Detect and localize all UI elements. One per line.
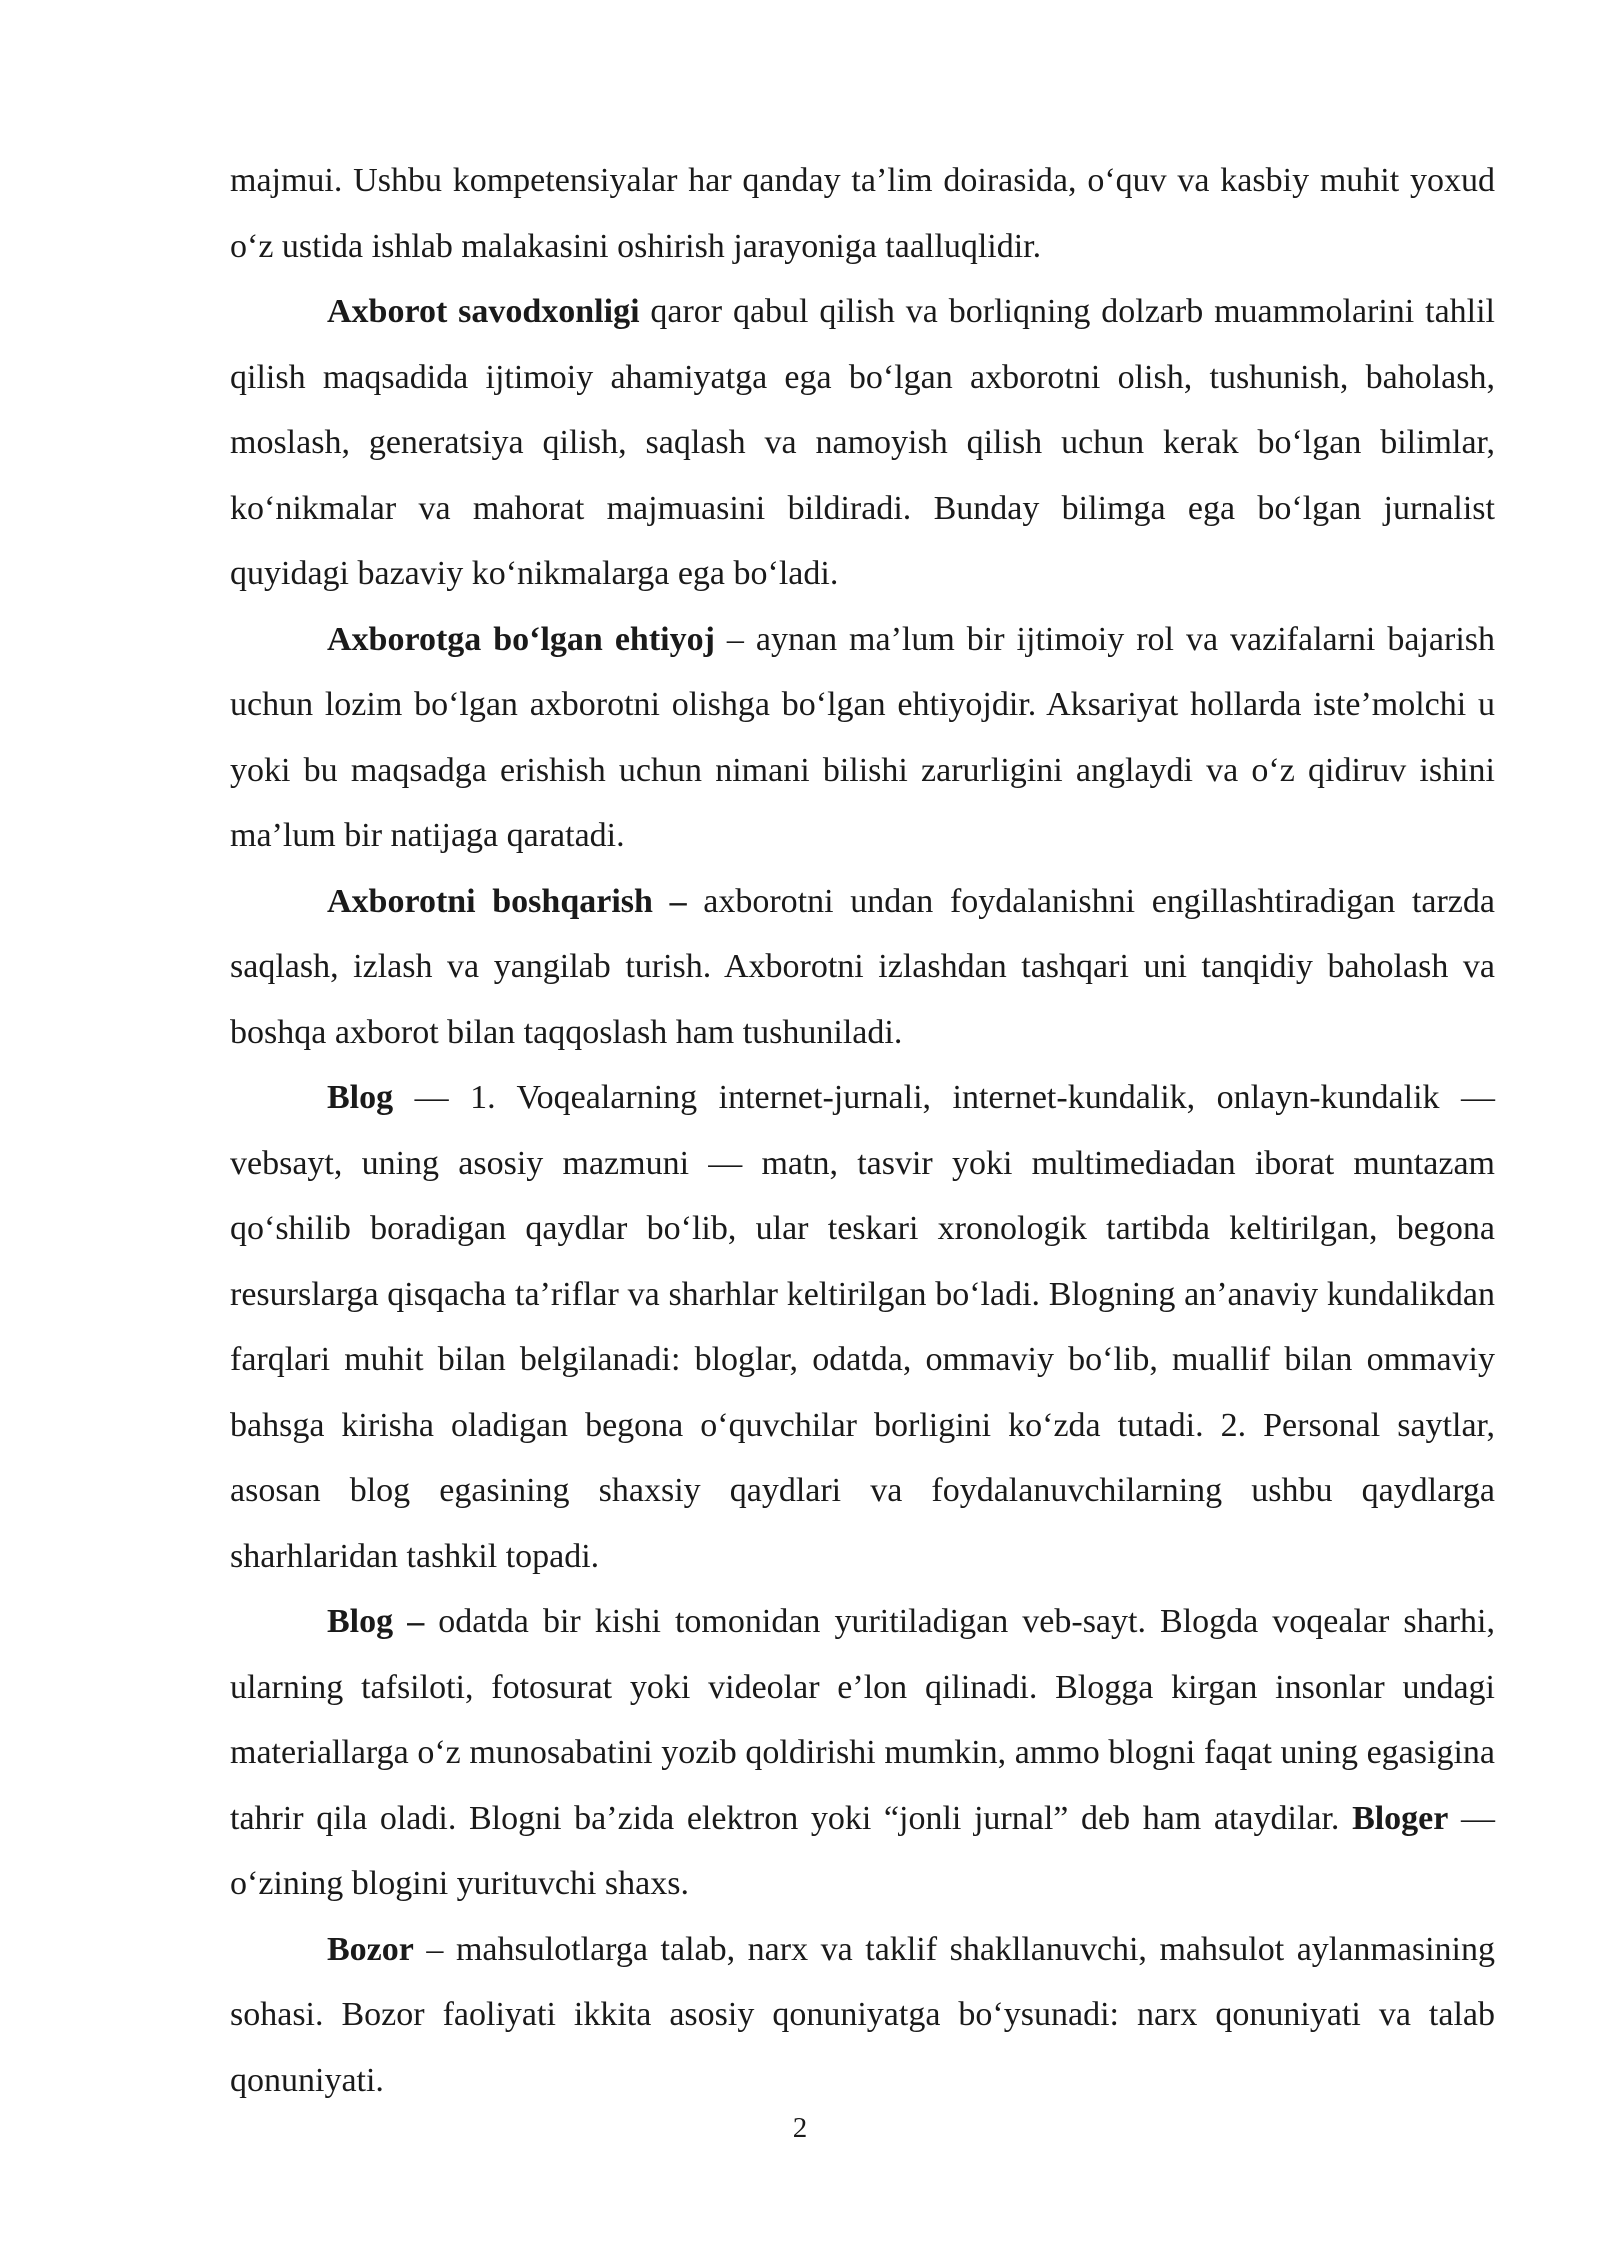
definition-text: – aynan ma’lum bir ijtimoiy rol va vazifalarni bajarish uchun lozim bo‘lgan axborotni olishga bo‘lgan ehtiyojdir. Aksariyat hollarda iste’molchi u yoki bu maqsadga erishish uchun nimani bilishi zarurligini anglaydi va o‘z qidiruv ishini ma’lum bir natijaga qaratadi. (230, 620, 1495, 854)
document-body (230, 148, 1495, 2113)
term-label: Blog – (327, 1603, 425, 1640)
definition-blog-2 (230, 1589, 1495, 1917)
definition-text: axborotni undan foydalanishni engillashtiradigan tarzda saqlash, izlash va yangilab turish. Axborotni izlashdan tashqari uni tanqidiy baholash va boshqa axborot bilan taqqoslash ham tushuniladi. (230, 882, 1495, 1051)
definition-text: — 1. Voqealarning internet-jurnali, internet-kundalik, onlayn-kundalik — vebsayt, uning asosiy mazmuni — matn, tasvir yoki multimediadan iborat muntazam qo‘shilib boradigan qaydlar bo‘lib, ular teskari xronologik tartibda keltirilgan, begona resurslarga qisqacha ta’riflar va sharhlar keltirilgan bo‘ladi. Blogning an’anaviy kundalikdan farqlari muhit bilan belgilanadi: bloglar, odatda, ommaviy bo‘lib, muallif bilan ommaviy bahsga kirisha oladigan begona o‘quvchilar borligini ko‘zda tutadi. 2. Personal saytlar, asosan blog egasining shaxsiy qaydlari va foydalanuvchilarning ushbu qaydlarga sharhlaridan tashkil topadi. (230, 1079, 1495, 1575)
definition-axborot-savodxonligi (230, 279, 1495, 607)
term-label: Axborotni boshqarish – (327, 882, 687, 920)
term-label: Axborot savodxonligi (327, 293, 640, 330)
term-label: Blog (327, 1079, 394, 1116)
definition-text: – mahsulotlarga talab, narx va taklif shakllanuvchi, mahsulot aylanmasining sohasi. Bozor faoliyati ikkita asosiy qonuniyatga bo‘ysunadi: narx qonuniyati va talab qonuniyati. (230, 1930, 1495, 2099)
term-label: Bozor (327, 1930, 414, 1968)
definition-text: odatda bir kishi tomonidan yuritiladigan veb-sayt. Blogda voqealar sharhi, ularning tafsiloti, fotosurat yoki videolar e’lon qilinadi. Blogga kirgan insonlar undagi materiallarga o‘z munosabatini yozib qoldirishi mumkin, ammo blogni faqat uning egasigina tahrir qila oladi. Blogni ba’zida elektron yoki “jonli jurnal” deb ham ataydilar. (230, 1603, 1496, 1837)
paragraph-continuation (230, 148, 1495, 279)
page-number: 2 (792, 2112, 808, 2144)
definition-text-bloger: — o‘zining blogini yurituvchi shaxs. (230, 1799, 1495, 1902)
definition-blog-1 (230, 1065, 1495, 1589)
definition-axborotga-bolgan-ehtiyoj (230, 607, 1495, 869)
term-label-bloger: Bloger (1352, 1799, 1449, 1837)
term-label: Axborotga bo‘lgan ehtiyoj (327, 620, 715, 658)
definition-bozor (230, 1917, 1495, 2114)
definition-text: qaror qabul qilish va borliqning dolzarb muammolarini tahlil qilish maqsadida ijtimoiy ahamiyatga ega bo‘lgan axborotni olish, tushunish, baholash, moslash, generatsiya qilish, saqlash va namoyish qilish uchun kerak bo‘lgan bilimlar, ko‘nikmalar va mahorat majmuasini bildiradi. Bunday bilimga ega bo‘lgan jurnalist quyidagi bazaviy ko‘nikmalarga ega bo‘ladi. (230, 293, 1495, 592)
paragraph-text: majmui. Ushbu kompetensiyalar har qanday ta’lim doirasida, o‘quv va kasbiy muhit yoxud o‘z ustida ishlab malakasini oshirish jarayoniga taalluqlidir. (230, 162, 1495, 265)
definition-axborotni-boshqarish (230, 869, 1495, 1066)
